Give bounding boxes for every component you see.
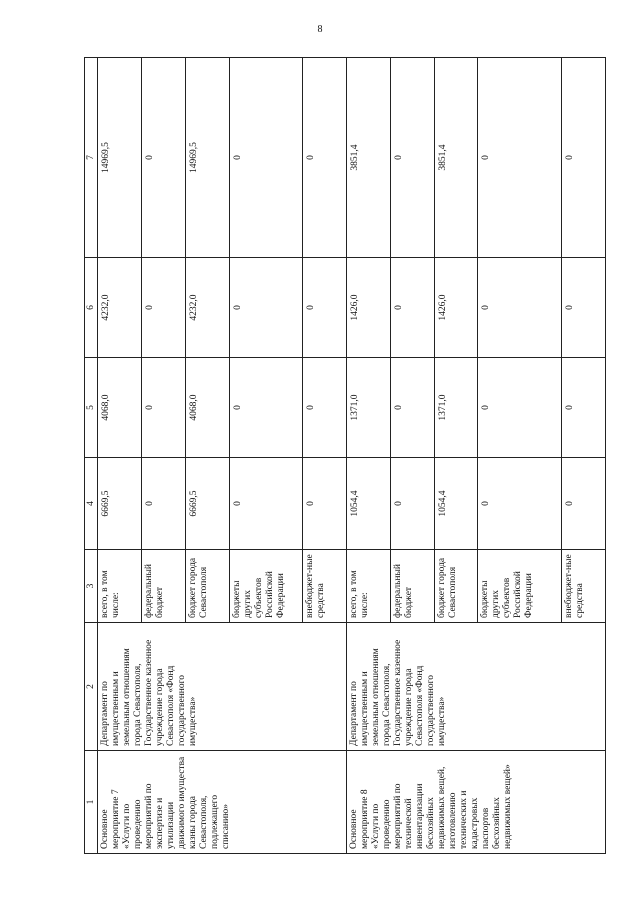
value-cell: 1426,0 bbox=[434, 258, 478, 358]
value-cell: 4232,0 bbox=[98, 258, 142, 358]
value-cell: 0 bbox=[478, 458, 562, 550]
value-cell: 0 bbox=[478, 358, 562, 458]
value-cell: 0 bbox=[562, 358, 606, 458]
value-cell: 3851,4 bbox=[434, 58, 478, 258]
value-cell: 1054,4 bbox=[346, 458, 390, 550]
financing-table bbox=[84, 57, 606, 854]
funding-source: бюджеты других субъектов Российской Федерации bbox=[478, 550, 562, 623]
header-cell: 2 bbox=[85, 623, 98, 751]
value-cell: 0 bbox=[141, 258, 185, 358]
value-cell: 0 bbox=[229, 458, 302, 550]
value-cell: 1371,0 bbox=[346, 358, 390, 458]
header-cell: 5 bbox=[85, 358, 98, 458]
value-cell: 4068,0 bbox=[98, 358, 142, 458]
value-cell: 6669,5 bbox=[98, 458, 142, 550]
value-cell: 0 bbox=[229, 58, 302, 258]
header-cell: 4 bbox=[85, 458, 98, 550]
funding-source: федеральный бюджет bbox=[390, 550, 434, 623]
value-cell: 0 bbox=[390, 258, 434, 358]
value-cell: 0 bbox=[229, 358, 302, 458]
header-cell: 3 bbox=[85, 550, 98, 623]
value-cell: 0 bbox=[390, 58, 434, 258]
value-cell: 0 bbox=[562, 258, 606, 358]
funding-source: бюджеты других субъектов Российской Федерации bbox=[229, 550, 302, 623]
value-cell: 0 bbox=[478, 58, 562, 258]
value-cell: 4232,0 bbox=[185, 258, 229, 358]
funding-source: федеральный бюджет bbox=[141, 550, 185, 623]
funding-source: всего, в том числе: bbox=[346, 550, 390, 623]
value-cell: 14969,5 bbox=[185, 58, 229, 258]
measure-executor: Департамент по имущественным и земельным отношениям города Севастополя, Государственное казенное учреждение города Севастополя «Фонд государственного имущества» bbox=[346, 623, 605, 751]
value-cell: 6669,5 bbox=[185, 458, 229, 550]
value-cell: 0 bbox=[302, 458, 346, 550]
header-cell: 7 bbox=[85, 58, 98, 258]
measure-title: Основное мероприятие 8 «Услуги по проведению мероприятий по технической инвентаризации бесхозяйных недвижимых вещей, изготовлению технических и кадастровых паспортов бесхозяйных недвижимых вещей» bbox=[346, 751, 605, 854]
value-cell: 0 bbox=[141, 58, 185, 258]
value-cell: 4068,0 bbox=[185, 358, 229, 458]
value-cell: 0 bbox=[478, 258, 562, 358]
funding-source: бюджет города Севастополя bbox=[185, 550, 229, 623]
value-cell: 14969,5 bbox=[98, 58, 142, 258]
value-cell: 0 bbox=[141, 358, 185, 458]
value-cell: 0 bbox=[562, 58, 606, 258]
header-cell: 1 bbox=[85, 751, 98, 854]
value-cell: 0 bbox=[229, 258, 302, 358]
funding-source: всего, в том числе: bbox=[98, 550, 142, 623]
value-cell: 0 bbox=[141, 458, 185, 550]
value-cell: 0 bbox=[390, 358, 434, 458]
rotated-table-container bbox=[84, 58, 606, 854]
value-cell: 0 bbox=[302, 258, 346, 358]
value-cell: 1426,0 bbox=[346, 258, 390, 358]
funding-source: внебюджет-ные средства bbox=[302, 550, 346, 623]
table-row bbox=[98, 58, 142, 854]
value-cell: 3851,4 bbox=[346, 58, 390, 258]
measure-executor: Департамент по имущественным и земельным отношениям города Севастополя, Государственное казенное учреждение города Севастополя «Фонд государственного имущества» bbox=[98, 623, 347, 751]
value-cell: 1371,0 bbox=[434, 358, 478, 458]
header-cell: 6 bbox=[85, 258, 98, 358]
funding-source: бюджет города Севастополя bbox=[434, 550, 478, 623]
value-cell: 0 bbox=[562, 458, 606, 550]
funding-source: внебюджет-ные средства bbox=[562, 550, 606, 623]
table-row bbox=[346, 58, 390, 854]
header-row bbox=[85, 58, 98, 854]
value-cell: 0 bbox=[390, 458, 434, 550]
measure-title: Основное мероприятие 7 «Услуги по проведению мероприятий по экспертизе и утилизации движимого имущества казны города Севастополя, подлежащего списанию» bbox=[98, 751, 347, 854]
value-cell: 0 bbox=[302, 358, 346, 458]
value-cell: 0 bbox=[302, 58, 346, 258]
value-cell: 1054,4 bbox=[434, 458, 478, 550]
page-number: 8 bbox=[317, 24, 323, 35]
